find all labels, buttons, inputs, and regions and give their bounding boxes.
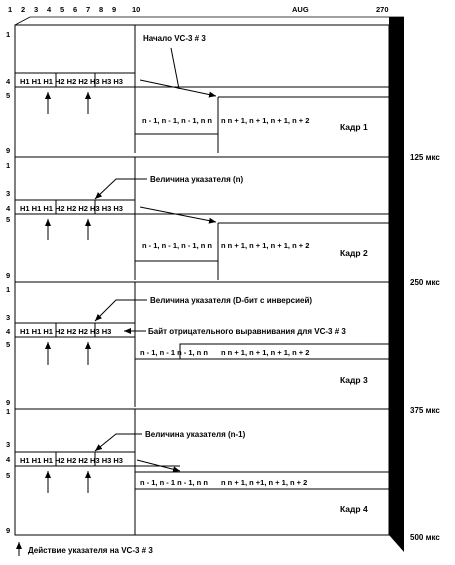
seq-prev: n - 1, n - 1, n - 1, n n [142,241,213,250]
h-bytes: H1 H1 H1 H2 H2 H2 H3 H3 [20,327,112,336]
pointer-value-arrow [95,300,147,321]
frame-3 [6,282,389,407]
start-vc3-label: Начало VC-3 # 3 [143,34,206,43]
row-number: 3 [6,189,11,198]
col-label: 5 [60,5,65,14]
col-label: 4 [47,5,52,14]
frame-1 [6,25,389,155]
row-number: 5 [6,91,11,100]
row-number: 9 [6,271,11,280]
frame-label: Кадр 3 [340,375,368,385]
col-label: 1 [8,5,13,14]
row-number: 5 [6,215,11,224]
row-number: 5 [6,471,11,480]
frame-top-edge [15,17,30,25]
col-label: 9 [112,5,117,14]
row-number: 1 [6,161,11,170]
legend [19,542,153,556]
col-label: 6 [73,5,78,14]
frame-label: Кадр 2 [340,248,368,258]
row-number: 3 [6,313,11,322]
negative-justification-label: Байт отрицательного выравнивания для VC-3 # 3 [148,327,346,336]
row-number: 9 [6,526,11,535]
h-bytes: H1 H1 H1 H2 H2 H2 H3 H3 H3 [20,456,123,465]
seq-next: n n + 1, n + 1, n + 1, n + 2 [221,116,310,125]
frame-4 [6,407,389,535]
frame-2 [6,157,389,280]
frame-label: Кадр 1 [340,122,368,132]
column-header [8,5,389,14]
pointer-value-label: Величина указателя (n-1) [145,430,246,439]
col-label: 8 [99,5,104,14]
seq-next: n n + 1, n +1, n + 1, n + 2 [221,478,308,487]
row-number: 9 [6,398,11,407]
frame-label: Кадр 4 [340,504,368,514]
col-label: 2 [21,5,26,14]
h-bytes: H1 H1 H1 H2 H2 H2 H3 H3 H3 [20,77,123,86]
time-label: 125 мкс [410,153,440,162]
pointer-value-label: Величина указателя (n) [150,175,244,184]
seq-next: n n + 1, n + 1, n + 1, n + 2 [221,348,310,357]
time-label: 375 мкс [410,406,440,415]
row-number: 1 [6,407,11,416]
seq-prev: n - 1, n - 1, n - 1, n n [142,116,213,125]
time-label: 500 мкс [410,533,440,542]
seq-next: n n + 1, n + 1, n + 1, n + 2 [221,241,310,250]
col-label: 3 [34,5,39,14]
aug-label: AUG [292,5,309,14]
col-last-label: 270 [376,5,389,14]
pointer-value-arrow [95,179,147,199]
row-number: 4 [6,327,11,336]
row-number: 1 [6,30,11,39]
start-leader [171,48,179,89]
seq-prev: n - 1, n - 1 n - 1, n n [140,348,208,357]
pointer-value-label: Величина указателя (D-бит с инверсией) [150,296,313,305]
legend-text: Действие указателя на VC-3 # 3 [28,546,153,555]
row-number: 4 [6,77,11,86]
h-bytes: H1 H1 H1 H2 H2 H2 H3 H3 H3 [20,204,123,213]
row-number: 3 [6,440,11,449]
time-label: 250 мкс [410,278,440,287]
row-number: 4 [6,455,11,464]
shade-bar [389,17,404,552]
row-number: 4 [6,204,11,213]
row-number: 1 [6,285,11,294]
seq-prev: n - 1, n - 1 n - 1, n n [140,478,208,487]
col-label: 7 [86,5,91,14]
col-label: 10 [132,5,141,14]
row-number: 5 [6,340,11,349]
row-number: 9 [6,146,11,155]
